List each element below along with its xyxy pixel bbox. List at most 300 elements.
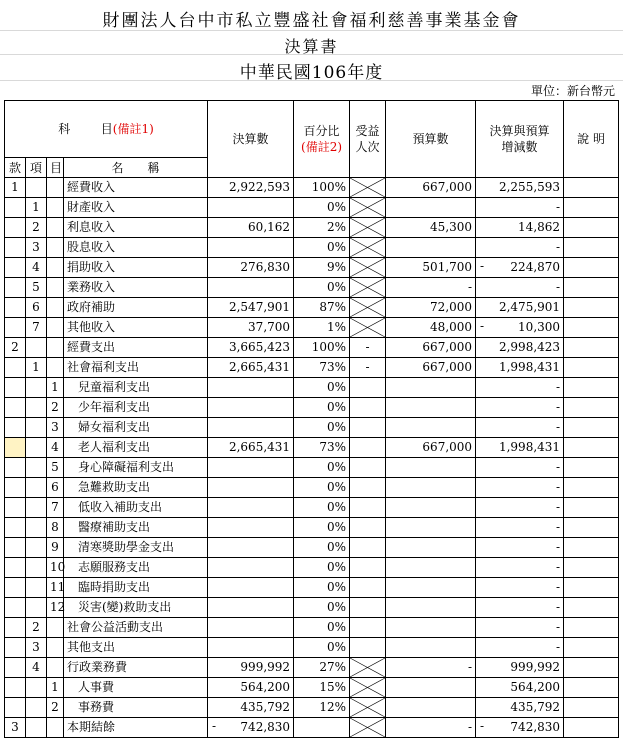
beneficiaries-cell — [350, 458, 386, 478]
remark-cell — [564, 718, 619, 738]
name-header: 名 稱 — [64, 158, 208, 178]
xiang-cell — [26, 538, 47, 558]
diff-cell: 2,998,423 — [476, 338, 564, 358]
currency-unit: 單位：新台幣元 — [530, 84, 615, 98]
kuan-cell — [5, 618, 26, 638]
percent-cell: 0% — [294, 398, 350, 418]
diff-cell: - — [476, 458, 564, 478]
remark-cell — [564, 458, 619, 478]
diff-cell: - — [476, 578, 564, 598]
percent-cell: 15% — [294, 678, 350, 698]
mu-cell — [47, 718, 64, 738]
subject-header — [5, 101, 208, 158]
percent-cell: 0% — [294, 558, 350, 578]
mu-cell: 5 — [47, 458, 64, 478]
percent-header — [294, 101, 350, 178]
budget-cell — [386, 238, 476, 258]
kuan-cell — [5, 438, 26, 458]
diff-cell: - — [476, 238, 564, 258]
diff-cell: - — [476, 638, 564, 658]
diff-cell: - — [476, 398, 564, 418]
item-name-cell: 利息收入 — [64, 218, 208, 238]
mu-cell — [47, 618, 64, 638]
diff-cell: 1,998,431 — [476, 438, 564, 458]
actual-cell: 3,665,423 — [208, 338, 294, 358]
budget-cell — [386, 458, 476, 478]
diff-cell: - — [476, 498, 564, 518]
table-row — [5, 358, 619, 378]
diff-cell: - — [476, 478, 564, 498]
kuan-cell — [5, 198, 26, 218]
budget-cell: - — [386, 658, 476, 678]
actual-cell — [208, 558, 294, 578]
percent-cell: 9% — [294, 258, 350, 278]
beneficiaries-cell — [350, 178, 386, 198]
percent-header-note: (備註2) — [301, 140, 343, 154]
kuan-cell — [5, 658, 26, 678]
item-name-cell: 少年福利支出 — [64, 398, 208, 418]
budget-cell — [386, 678, 476, 698]
item-name-cell: 業務收入 — [64, 278, 208, 298]
xiang-cell: 6 — [26, 298, 47, 318]
xiang-cell — [26, 678, 47, 698]
crossed-out-mark — [350, 718, 385, 737]
xiang-cell — [26, 698, 47, 718]
crossed-out-mark — [350, 218, 385, 237]
diff-cell: 435,792 — [476, 698, 564, 718]
beneficiaries-cell — [350, 398, 386, 418]
kuan-cell — [5, 358, 26, 378]
percent-cell: 0% — [294, 458, 350, 478]
kuan-cell: 2 — [5, 338, 26, 358]
remark-cell — [564, 658, 619, 678]
diff-header — [476, 101, 564, 178]
table-row — [5, 538, 619, 558]
xiang-cell — [26, 518, 47, 538]
percent-cell: 0% — [294, 418, 350, 438]
xiang-cell — [26, 438, 47, 458]
item-name-cell: 婦女福利支出 — [64, 418, 208, 438]
remark-cell — [564, 618, 619, 638]
kuan-cell — [5, 218, 26, 238]
kuan-cell — [5, 258, 26, 278]
table-row — [5, 198, 619, 218]
beneficiaries-cell — [350, 258, 386, 278]
crossed-out-mark — [350, 198, 385, 217]
kuan-cell — [5, 698, 26, 718]
table-row — [5, 218, 619, 238]
kuan-cell — [5, 638, 26, 658]
percent-cell: 0% — [294, 578, 350, 598]
budget-cell — [386, 498, 476, 518]
percent-cell: 0% — [294, 378, 350, 398]
item-name-cell: 其他支出 — [64, 638, 208, 658]
kuan-cell — [5, 298, 26, 318]
crossed-out-mark — [350, 298, 385, 317]
item-name-cell: 財產收入 — [64, 198, 208, 218]
beneficiaries-header-line1: 受益 — [355, 124, 380, 138]
mu-cell — [47, 218, 64, 238]
percent-cell: 0% — [294, 498, 350, 518]
item-name-cell: 本期結餘 — [64, 718, 208, 738]
actual-cell — [208, 378, 294, 398]
diff-cell: - — [476, 538, 564, 558]
kuan-cell — [5, 498, 26, 518]
budget-table — [4, 100, 619, 738]
item-name-cell: 低收入補助支出 — [64, 498, 208, 518]
remark-cell — [564, 558, 619, 578]
diff-cell — [476, 258, 564, 278]
percent-cell: 0% — [294, 618, 350, 638]
table-row — [5, 398, 619, 418]
crossed-out-mark — [350, 318, 385, 337]
beneficiaries-cell — [350, 238, 386, 258]
beneficiaries-cell — [350, 598, 386, 618]
percent-cell: 0% — [294, 638, 350, 658]
table-row — [5, 298, 619, 318]
percent-cell: 0% — [294, 478, 350, 498]
actual-cell — [208, 498, 294, 518]
mu-cell — [47, 658, 64, 678]
kuan-cell — [5, 598, 26, 618]
beneficiaries-cell — [350, 538, 386, 558]
percent-cell: 12% — [294, 698, 350, 718]
item-name-cell: 經費支出 — [64, 338, 208, 358]
budget-cell — [386, 378, 476, 398]
budget-header: 預算數 — [386, 101, 476, 178]
remark-cell — [564, 438, 619, 458]
remark-cell — [564, 198, 619, 218]
remark-cell — [564, 278, 619, 298]
diff-cell: - — [476, 598, 564, 618]
beneficiaries-cell — [350, 678, 386, 698]
xiang-cell — [26, 718, 47, 738]
table-row — [5, 178, 619, 198]
mu-cell: 6 — [47, 478, 64, 498]
crossed-out-mark — [350, 258, 385, 277]
beneficiaries-cell — [350, 278, 386, 298]
actual-cell — [208, 198, 294, 218]
kuan-cell — [5, 558, 26, 578]
actual-cell: 564,200 — [208, 678, 294, 698]
report-subtitle: 決算書 — [284, 37, 339, 56]
percent-cell: 0% — [294, 238, 350, 258]
xiang-cell — [26, 478, 47, 498]
actual-cell: 435,792 — [208, 698, 294, 718]
crossed-out-mark — [350, 678, 385, 697]
remark-cell — [564, 178, 619, 198]
xiang-cell — [26, 558, 47, 578]
actual-cell: 2,922,593 — [208, 178, 294, 198]
diff-cell: - — [476, 378, 564, 398]
subject-header-label: 科 — [58, 122, 71, 136]
crossed-out-mark — [350, 178, 385, 197]
crossed-out-mark — [350, 658, 385, 677]
beneficiaries-cell — [350, 698, 386, 718]
actual-cell — [208, 458, 294, 478]
negative-sign: - — [480, 719, 485, 733]
xiang-cell — [26, 178, 47, 198]
remark-cell — [564, 478, 619, 498]
actual-cell — [208, 538, 294, 558]
table-row — [5, 418, 619, 438]
actual-cell — [208, 278, 294, 298]
xiang-cell — [26, 458, 47, 478]
crossed-out-mark — [350, 698, 385, 717]
diff-header-line2: 增減數 — [501, 140, 538, 154]
budget-cell — [386, 638, 476, 658]
actual-cell — [208, 598, 294, 618]
kuan-cell — [5, 318, 26, 338]
remark-cell — [564, 238, 619, 258]
diff-cell: 564,200 — [476, 678, 564, 698]
kuan-cell — [5, 538, 26, 558]
budget-cell — [386, 698, 476, 718]
beneficiaries-cell: - — [350, 358, 386, 378]
beneficiaries-cell — [350, 518, 386, 538]
mu-cell: 4 — [47, 438, 64, 458]
kuan-cell — [5, 678, 26, 698]
remark-cell — [564, 378, 619, 398]
actual-cell — [208, 478, 294, 498]
mu-cell: 11 — [47, 578, 64, 598]
remark-cell — [564, 678, 619, 698]
remark-cell — [564, 598, 619, 618]
item-name-cell: 兒童福利支出 — [64, 378, 208, 398]
kuan-cell — [5, 518, 26, 538]
diff-cell — [476, 318, 564, 338]
budget-cell — [386, 558, 476, 578]
actual-cell — [208, 518, 294, 538]
kuan-header: 款 — [5, 158, 26, 178]
xiang-cell — [26, 418, 47, 438]
kuan-cell — [5, 478, 26, 498]
xiang-header: 項 — [26, 158, 47, 178]
table-row — [5, 378, 619, 398]
beneficiaries-cell — [350, 418, 386, 438]
item-name-cell: 身心障礙福利支出 — [64, 458, 208, 478]
diff-cell: 999,992 — [476, 658, 564, 678]
percent-cell: 27% — [294, 658, 350, 678]
budget-table-wrapper — [4, 100, 618, 738]
table-row — [5, 558, 619, 578]
percent-cell: 2% — [294, 218, 350, 238]
kuan-cell — [5, 278, 26, 298]
actual-cell — [208, 578, 294, 598]
table-row — [5, 718, 619, 738]
budget-cell: 48,000 — [386, 318, 476, 338]
percent-cell: 100% — [294, 338, 350, 358]
budget-cell: 45,300 — [386, 218, 476, 238]
remark-cell — [564, 398, 619, 418]
budget-cell — [386, 518, 476, 538]
crossed-out-mark — [350, 278, 385, 297]
item-name-cell: 社會福利支出 — [64, 358, 208, 378]
mu-cell: 7 — [47, 498, 64, 518]
budget-cell — [386, 618, 476, 638]
report-period: 中華民國106年度 — [239, 63, 384, 83]
crossed-out-mark — [350, 238, 385, 257]
item-name-cell: 經費收入 — [64, 178, 208, 198]
diff-header-line1: 決算與預算 — [489, 124, 550, 138]
diff-cell: - — [476, 518, 564, 538]
percent-cell: 1% — [294, 318, 350, 338]
diff-value: 224,870 — [510, 260, 561, 274]
beneficiaries-cell — [350, 438, 386, 458]
table-row — [5, 458, 619, 478]
actual-cell — [208, 638, 294, 658]
percent-cell: 0% — [294, 278, 350, 298]
beneficiaries-cell — [350, 638, 386, 658]
mu-cell: 8 — [47, 518, 64, 538]
budget-cell: - — [386, 278, 476, 298]
mu-cell: 2 — [47, 698, 64, 718]
mu-header: 目 — [47, 158, 64, 178]
kuan-cell — [5, 458, 26, 478]
budget-cell — [386, 398, 476, 418]
remark-cell — [564, 698, 619, 718]
actual-cell: 999,992 — [208, 658, 294, 678]
diff-cell: - — [476, 558, 564, 578]
diff-cell: 14,862 — [476, 218, 564, 238]
beneficiaries-cell — [350, 618, 386, 638]
report-title: 財團法人台中市私立豐盛社會福利慈善事業基金會 — [102, 11, 521, 31]
table-row — [5, 698, 619, 718]
item-name-cell: 捐助收入 — [64, 258, 208, 278]
mu-cell: 10 — [47, 558, 64, 578]
diff-cell: - — [476, 198, 564, 218]
actual-header: 決算數 — [208, 101, 294, 178]
diff-cell: 1,998,431 — [476, 358, 564, 378]
kuan-cell — [5, 378, 26, 398]
beneficiaries-cell — [350, 298, 386, 318]
beneficiaries-cell — [350, 498, 386, 518]
actual-cell: 60,162 — [208, 218, 294, 238]
table-row — [5, 658, 619, 678]
xiang-cell — [26, 578, 47, 598]
beneficiaries-cell — [350, 658, 386, 678]
actual-cell: 37,700 — [208, 318, 294, 338]
remark-header: 說 明 — [564, 101, 619, 178]
item-name-cell: 急難救助支出 — [64, 478, 208, 498]
actual-cell: 276,830 — [208, 258, 294, 278]
remark-cell — [564, 298, 619, 318]
remark-cell — [564, 418, 619, 438]
table-row — [5, 338, 619, 358]
item-name-cell: 老人福利支出 — [64, 438, 208, 458]
mu-cell — [47, 198, 64, 218]
xiang-cell: 4 — [26, 258, 47, 278]
item-name-cell: 志願服務支出 — [64, 558, 208, 578]
xiang-cell: 2 — [26, 218, 47, 238]
mu-cell: 1 — [47, 678, 64, 698]
table-row — [5, 578, 619, 598]
budget-cell: 667,000 — [386, 338, 476, 358]
mu-cell — [47, 358, 64, 378]
actual-cell — [208, 718, 294, 738]
remark-cell — [564, 518, 619, 538]
mu-cell — [47, 238, 64, 258]
beneficiaries-cell — [350, 578, 386, 598]
kuan-cell — [5, 578, 26, 598]
table-row — [5, 498, 619, 518]
remark-cell — [564, 538, 619, 558]
remark-cell — [564, 218, 619, 238]
diff-cell: - — [476, 618, 564, 638]
table-row — [5, 258, 619, 278]
diff-value: 10,300 — [518, 320, 561, 334]
budget-cell: 72,000 — [386, 298, 476, 318]
kuan-cell: 3 — [5, 718, 26, 738]
item-name-cell: 股息收入 — [64, 238, 208, 258]
remark-cell — [564, 638, 619, 658]
actual-cell: 2,665,431 — [208, 438, 294, 458]
actual-cell — [208, 238, 294, 258]
mu-cell — [47, 178, 64, 198]
diff-cell: - — [476, 278, 564, 298]
mu-cell — [47, 258, 64, 278]
kuan-cell — [5, 418, 26, 438]
percent-cell — [294, 718, 350, 738]
item-name-cell: 其他收入 — [64, 318, 208, 338]
table-row — [5, 638, 619, 658]
xiang-cell: 2 — [26, 618, 47, 638]
actual-value: 742,830 — [240, 720, 291, 734]
note1-label: (備註1) — [112, 122, 154, 136]
beneficiaries-cell — [350, 198, 386, 218]
remark-cell — [564, 258, 619, 278]
budget-cell — [386, 598, 476, 618]
xiang-cell: 3 — [26, 638, 47, 658]
actual-cell: 2,547,901 — [208, 298, 294, 318]
actual-cell — [208, 618, 294, 638]
table-row — [5, 278, 619, 298]
table-row — [5, 618, 619, 638]
percent-cell: 0% — [294, 518, 350, 538]
remark-cell — [564, 358, 619, 378]
budget-cell: 667,000 — [386, 438, 476, 458]
mu-cell — [47, 318, 64, 338]
budget-cell: 501,700 — [386, 258, 476, 278]
negative-sign: - — [212, 719, 217, 733]
percent-cell: 73% — [294, 438, 350, 458]
xiang-cell — [26, 398, 47, 418]
kuan-cell: 1 — [5, 178, 26, 198]
negative-sign: - — [480, 319, 485, 333]
beneficiaries-cell: - — [350, 338, 386, 358]
mu-cell — [47, 298, 64, 318]
budget-cell — [386, 538, 476, 558]
diff-value: 742,830 — [510, 720, 561, 734]
xiang-cell: 4 — [26, 658, 47, 678]
mu-cell — [47, 278, 64, 298]
negative-sign: - — [480, 259, 485, 273]
beneficiaries-cell — [350, 378, 386, 398]
item-name-cell: 政府補助 — [64, 298, 208, 318]
kuan-cell — [5, 238, 26, 258]
beneficiaries-header-line2: 人次 — [355, 140, 380, 154]
item-name-cell: 行政業務費 — [64, 658, 208, 678]
table-row — [5, 678, 619, 698]
beneficiaries-cell — [350, 478, 386, 498]
remark-cell — [564, 498, 619, 518]
percent-header-line1: 百分比 — [303, 124, 340, 138]
xiang-cell — [26, 498, 47, 518]
percent-cell: 0% — [294, 198, 350, 218]
xiang-cell — [26, 598, 47, 618]
xiang-cell: 5 — [26, 278, 47, 298]
budget-cell: 667,000 — [386, 358, 476, 378]
